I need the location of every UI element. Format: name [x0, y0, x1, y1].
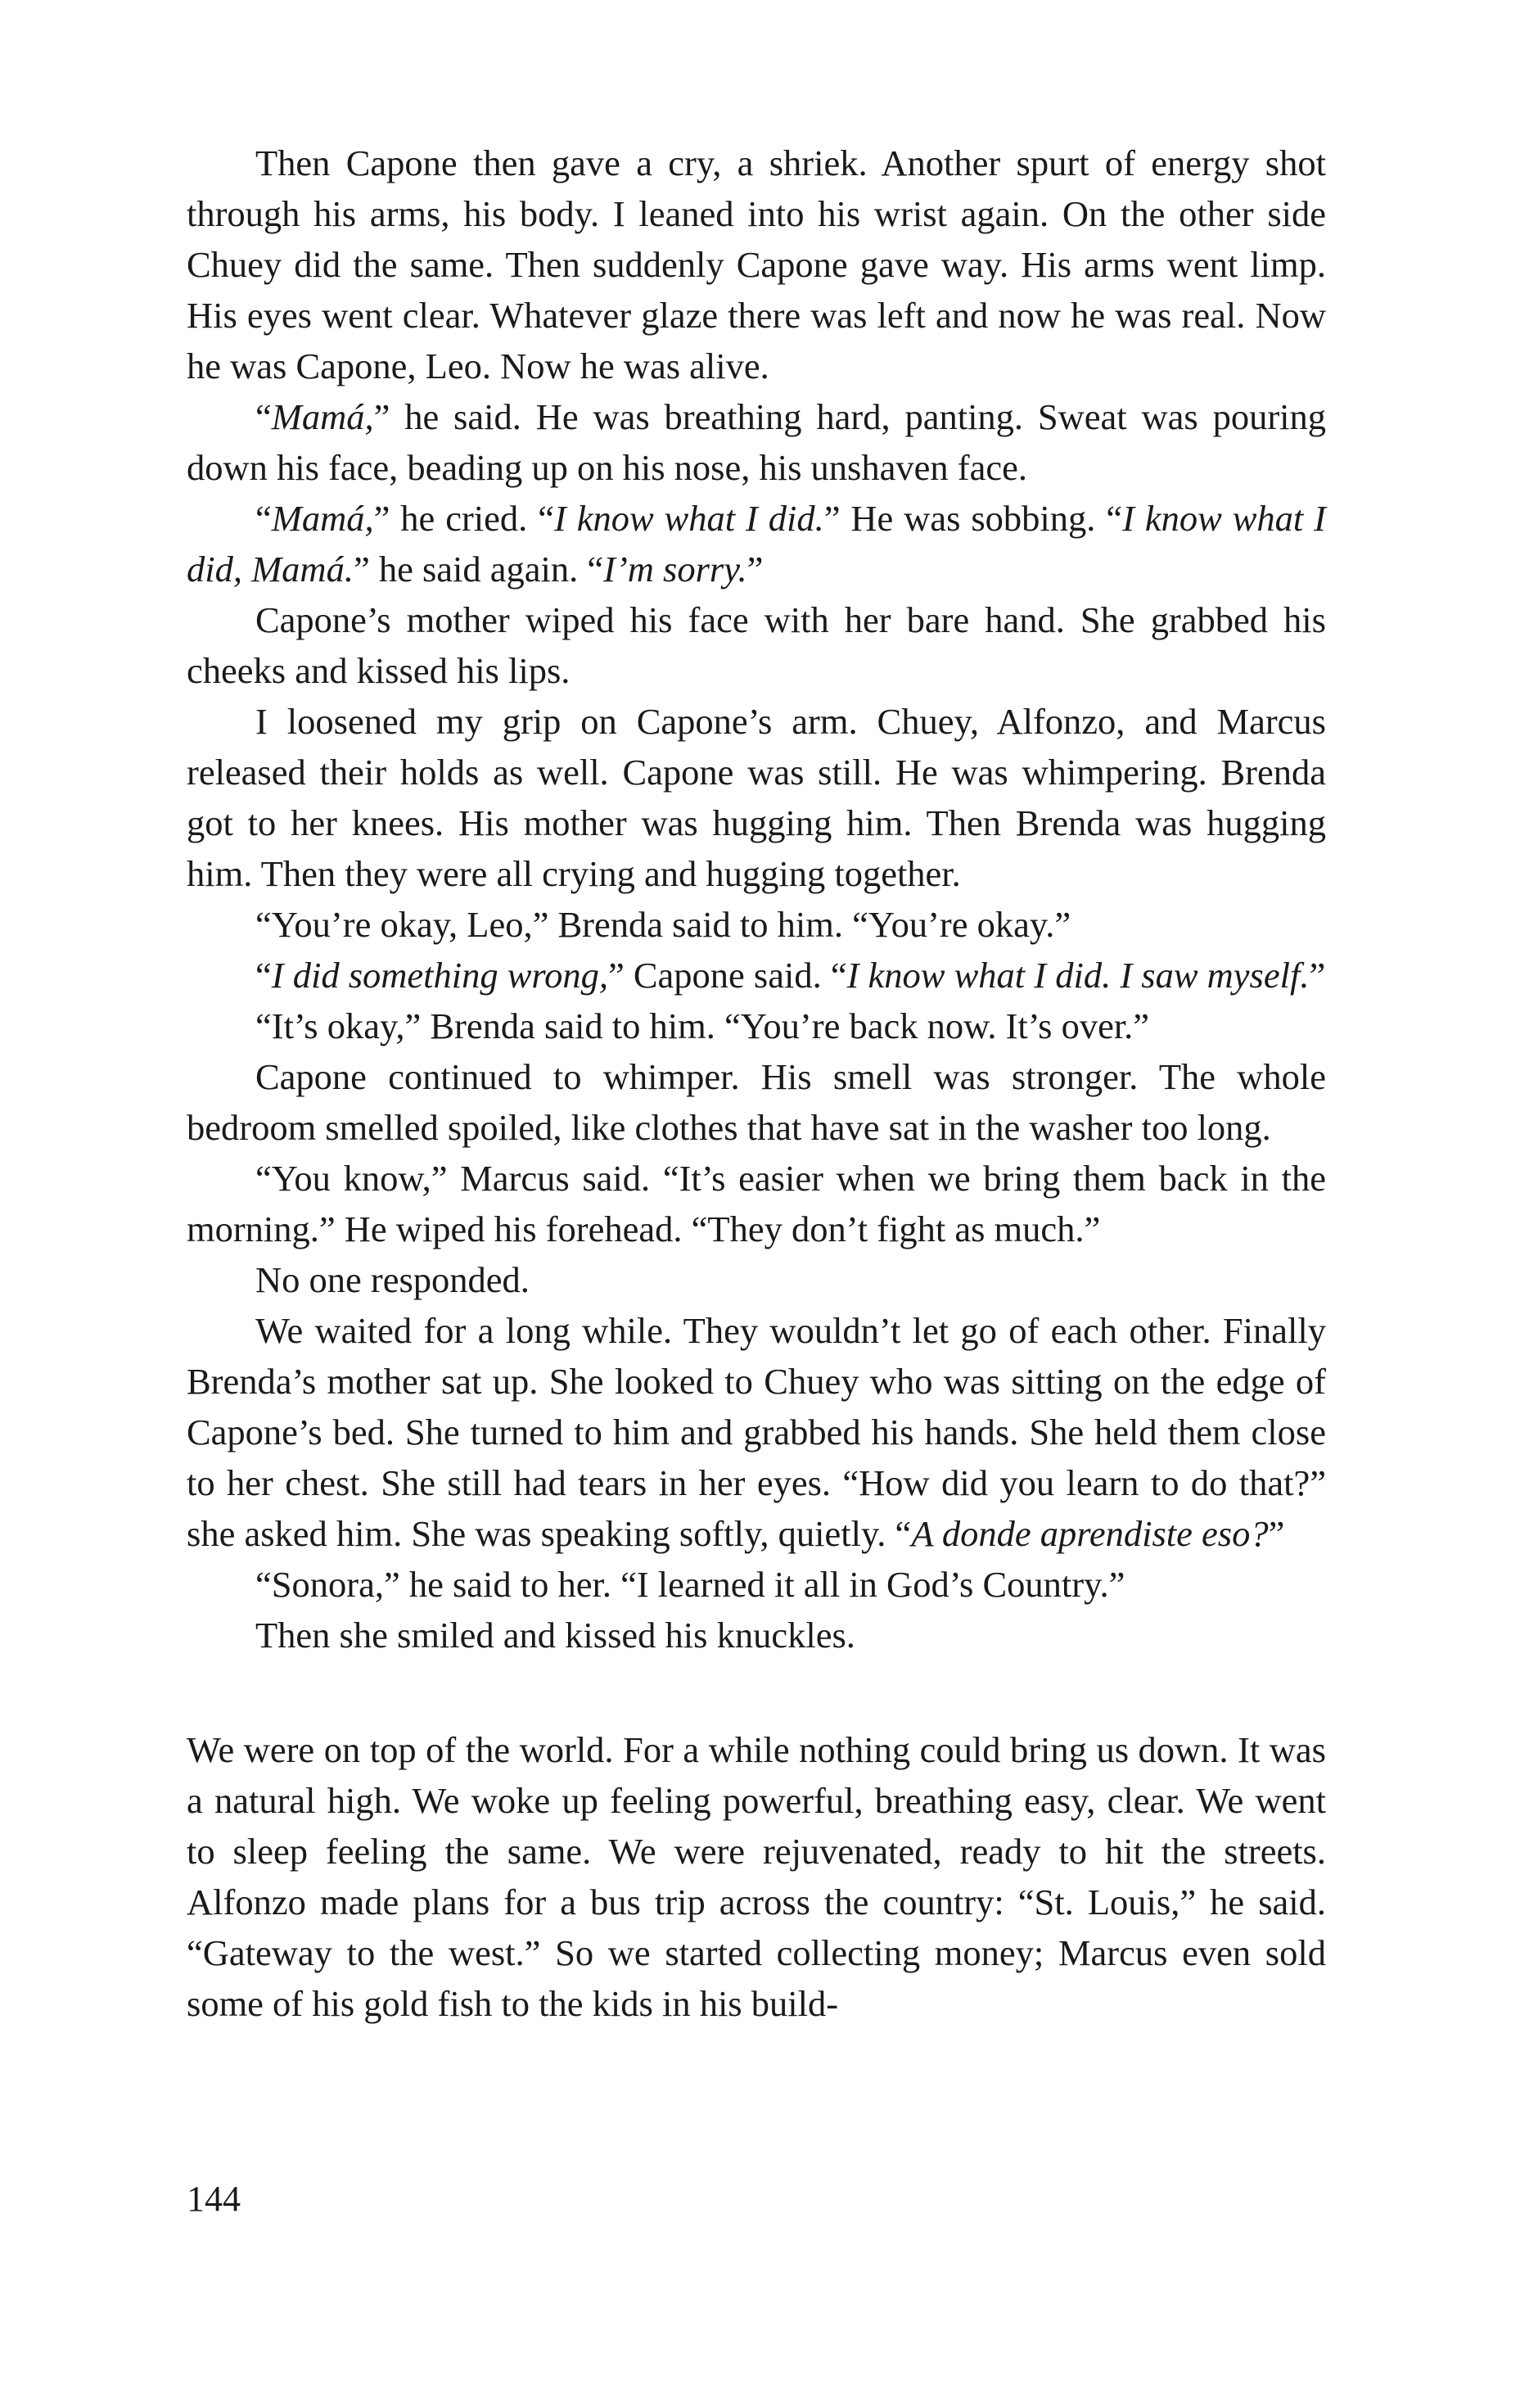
body-paragraph — [187, 1610, 1326, 1660]
body-paragraph — [187, 1559, 1326, 1610]
italic-text: A donde aprendiste eso? — [911, 1513, 1269, 1554]
text-run: “ — [255, 955, 272, 996]
section-break — [187, 1660, 1326, 1724]
text-run: We were on top of the world. For a while nothing could bring us down. It was a natural high. We woke up feeling powerful, breathing easy, clear. We went to sleep feeling the same. We were rejuvenated, ready to hit the streets. Alfonzo made plans for a bus trip across the country: “St. Louis,” he said. “Gateway to the west.” So we started collecting money; Marcus even sold some of his gold fish to the kids in his build- — [187, 1729, 1326, 2024]
text-run: “You’re okay, Leo,” Brenda said to him. “You’re okay.” — [255, 904, 1071, 945]
italic-text: I know what I did. I saw myself. — [846, 955, 1310, 996]
body-paragraph — [187, 493, 1326, 594]
body-paragraph — [187, 1051, 1326, 1153]
italic-text: I’m sorry. — [603, 549, 747, 590]
body-paragraph — [187, 138, 1326, 391]
text-run: Then she smiled and kissed his knuckles. — [255, 1615, 855, 1656]
text-run: ” — [746, 549, 764, 590]
text-run: We waited for a long while. They wouldn’t let go of each other. Finally Brenda’s mother sat up. She looked to Chuey who was sitting on the edge of Capone’s bed. She turned to him and grabbed his hands. She held them close to her chest. She still had tears in her eyes. “How did you learn to do that?” she asked him. She was speaking softly, quietly. “ — [187, 1310, 1326, 1554]
body-paragraph — [187, 899, 1326, 950]
italic-text: I know what I did, Mamá. — [187, 498, 1326, 590]
text-run: ” — [1309, 955, 1326, 996]
body-paragraph — [187, 696, 1326, 899]
text-run: “ — [255, 396, 272, 437]
body-paragraph — [187, 1254, 1326, 1305]
text-run: ” he said. He was breathing hard, panting. Sweat was pouring down his face, beading up on his nose, his unshaven face. — [187, 396, 1326, 488]
body-paragraph — [187, 1724, 1326, 2029]
italic-text: Mamá, — [271, 396, 374, 437]
text-run: ” Capone said. “ — [607, 955, 847, 996]
text-run: ” He was sobbing. “ — [823, 498, 1123, 539]
body-paragraph — [187, 391, 1326, 493]
text-run: “ — [255, 498, 272, 539]
text-run: I loosened my grip on Capone’s arm. Chuey, Alfonzo, and Marcus released their holds as well. Capone was still. He was whimpering. Brenda got to her knees. His mother was hugging him. Then Brenda was hugging him. Then they were all crying and hugging together. — [187, 701, 1326, 894]
body-paragraph — [187, 1001, 1326, 1051]
text-run: Then Capone then gave a cry, a shriek. Another spurt of energy shot through his arms, his body. I leaned into his wrist again. On the other side Chuey did the same. Then suddenly Capone gave way. His arms went limp. His eyes went clear. Whatever glaze there was left and now he was real. Now he was Capone, Leo. Now he was alive. — [187, 142, 1326, 386]
italic-text: I know what I did. — [553, 498, 824, 539]
text-run: ” he cried. “ — [373, 498, 554, 539]
body-paragraph — [187, 1305, 1326, 1559]
text-run: “Sonora,” he said to her. “I learned it all in God’s Country.” — [255, 1564, 1125, 1605]
text-run: Capone continued to whimper. His smell was stronger. The whole bedroom smelled spoiled, like clothes that have sat in the washer too long. — [187, 1056, 1326, 1148]
body-paragraph — [187, 1153, 1326, 1254]
body-paragraph — [187, 950, 1326, 1001]
italic-text: Mamá, — [271, 498, 374, 539]
text-run: ” — [1268, 1513, 1285, 1554]
page-number: 144 — [187, 2179, 241, 2219]
body-paragraph — [187, 594, 1326, 696]
italic-text: I did something wrong, — [271, 955, 608, 996]
text-run: Capone’s mother wiped his face with her bare hand. She grabbed his cheeks and kissed his lips. — [187, 599, 1326, 691]
text-run: “You know,” Marcus said. “It’s easier when we bring them back in the morning.” He wiped his forehead. “They don’t fight as much.” — [187, 1158, 1326, 1249]
text-run: “It’s okay,” Brenda said to him. “You’re back now. It’s over.” — [255, 1005, 1150, 1046]
book-page-text — [187, 138, 1326, 2029]
text-run: No one responded. — [255, 1259, 530, 1300]
text-run: ” he said again. “ — [353, 549, 604, 590]
